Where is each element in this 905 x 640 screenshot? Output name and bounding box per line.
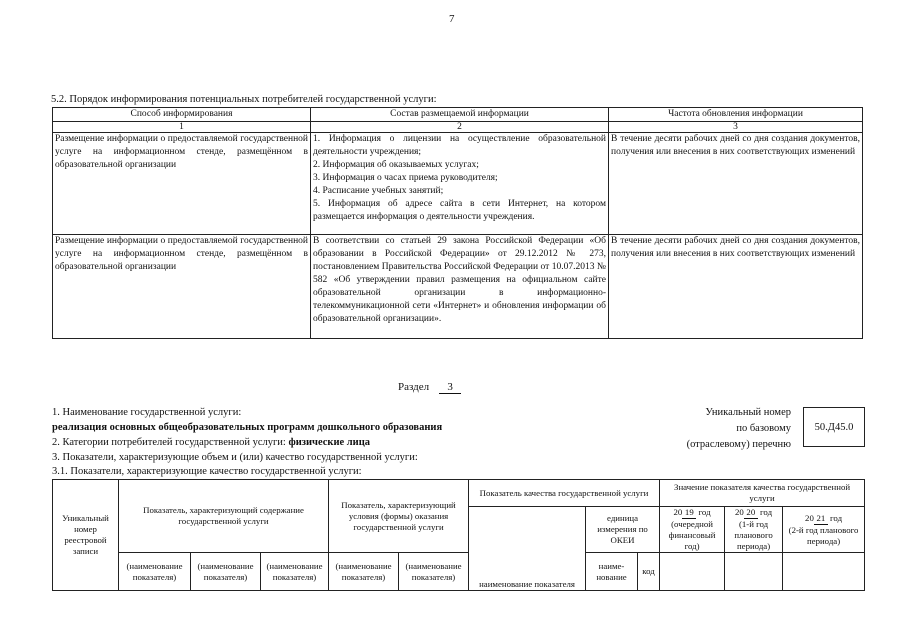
unique-number-line2: по базовому [736, 423, 791, 434]
year-2-label: (1-й год планового периода) [734, 519, 773, 551]
column-number: 3 [609, 122, 863, 133]
header-content: Состав размещаемой информации [311, 108, 609, 122]
year-1-header [660, 507, 725, 553]
table-row [53, 133, 863, 235]
content-indicator-header: Показатель, характеризующий содержание государственной услуги [119, 480, 329, 553]
sub-indicator-name: (наименование показателя) [119, 553, 191, 591]
section-heading [398, 381, 461, 394]
method-cell: Размещение информации о предоставляемой государственной услуге на информационном стенде, размещённом в образовательной организации [53, 235, 311, 339]
conditions-indicator-header: Показатель, характеризующий условия (формы) оказания государственной услуги [329, 480, 469, 553]
informing-table [52, 107, 863, 339]
page-number: 7 [449, 13, 455, 25]
unit-code-header: код [638, 553, 660, 591]
year-suffix: год [760, 507, 773, 517]
value-cell [783, 553, 865, 591]
year-1-label: (очередной финансовый год) [668, 519, 716, 551]
header-frequency: Частота обновления информации [609, 108, 863, 122]
method-cell: Размещение информации о предоставляемой государственной услуге на информационном стенде, размещённом в образовательной организации [53, 133, 311, 235]
unit-name-header: наиме-нование [586, 553, 638, 591]
content-cell: В соответствии со статьей 29 закона Российской Федерации «Об образовании в Российской Федерации» от 29.12.2012 № 273, постановлением Правительства Российской Федерации от 10.07.2013 № 582 «Об утверждении правил размещения на официальном сайте образовательной организации в информационно-телекоммуникационной сети «Интернет» и обновления информации об образовательной организации». [311, 235, 609, 339]
section-5-2-title: 5.2. Порядок информирования потенциальных потребителей государственной услуги: [51, 94, 437, 105]
content-cell [311, 133, 609, 235]
year-prefix: 20 [735, 507, 744, 517]
content-item: 1. Информация о лицензии на осуществление образовательной деятельности учреждения; [313, 134, 606, 157]
category-label: 2. Категории потребителей государственной услуги: [52, 437, 286, 448]
year-3-value: 21 [814, 513, 828, 525]
value-cell [725, 553, 783, 591]
column-number: 2 [311, 122, 609, 133]
quality-indicators-table [52, 479, 865, 591]
year-prefix: 20 [805, 512, 814, 523]
section-number: 3 [439, 381, 461, 394]
content-item: 2. Информация об оказываемых услугах; [313, 160, 479, 170]
year-3-label: (2-й год планового периода) [788, 524, 859, 546]
indicator-name-header: наименование показателя [469, 507, 586, 591]
content-item: 4. Расписание учебных занятий; [313, 186, 444, 196]
content-item: 3. Информация о часах приема руководителя; [313, 173, 498, 183]
registry-header: Уникальный номер реестровой записи [53, 480, 119, 591]
sub-indicator-name: (наименование показателя) [399, 553, 469, 591]
year-2-header [725, 507, 783, 553]
quality-value-header: Значение показателя качества государственной услуги [660, 480, 865, 507]
year-suffix: год [830, 512, 843, 523]
unique-number-block [687, 405, 791, 453]
header-method: Способ информирования [53, 108, 311, 122]
unique-number-line1: Уникальный номер [705, 407, 791, 418]
year-3-header [783, 507, 865, 553]
sub-indicator-name: (наименование показателя) [191, 553, 261, 591]
table-row [53, 235, 863, 339]
category-line [52, 437, 370, 448]
sub-indicator-name: (наименование показателя) [329, 553, 399, 591]
unique-number-code: 50.Д45.0 [803, 407, 865, 447]
indicators-label: 3. Показатели, характеризующие объем и (или) качество государственной услуги: [52, 452, 418, 463]
quality-label: 3.1. Показатели, характеризующие качество государственной услуги: [52, 466, 362, 477]
column-number: 1 [53, 122, 311, 133]
year-2-value: 20 [744, 507, 758, 519]
content-item: 5. Информация об адресе сайта в сети Интернет, на котором размещается информация о деятельности учреждения. [313, 199, 606, 222]
frequency-cell: В течение десяти рабочих дней со дня создания документов, получения или внесения в них соответствующих изменений [609, 235, 863, 339]
section-label: Раздел [398, 381, 430, 393]
value-cell [660, 553, 725, 591]
year-prefix: 20 [673, 507, 683, 517]
frequency-cell: В течение десяти рабочих дней со дня создания документов, получения или внесения в них соответствующих изменений [609, 133, 863, 235]
quality-indicator-header: Показатель качества государственной услуги [469, 480, 660, 507]
sub-indicator-name: (наименование показателя) [261, 553, 329, 591]
service-name-value: реализация основных общеобразовательных программ дошкольного образования [52, 422, 443, 433]
category-value: физические лица [288, 437, 371, 448]
year-suffix: год [698, 507, 711, 517]
unit-header: единица измерения по ОКЕИ [586, 507, 660, 553]
year-1-value: 19 [682, 507, 696, 519]
unique-number-line3: (отраслевому) перечню [686, 439, 791, 450]
service-name-label: 1. Наименование государственной услуги: [52, 407, 242, 418]
